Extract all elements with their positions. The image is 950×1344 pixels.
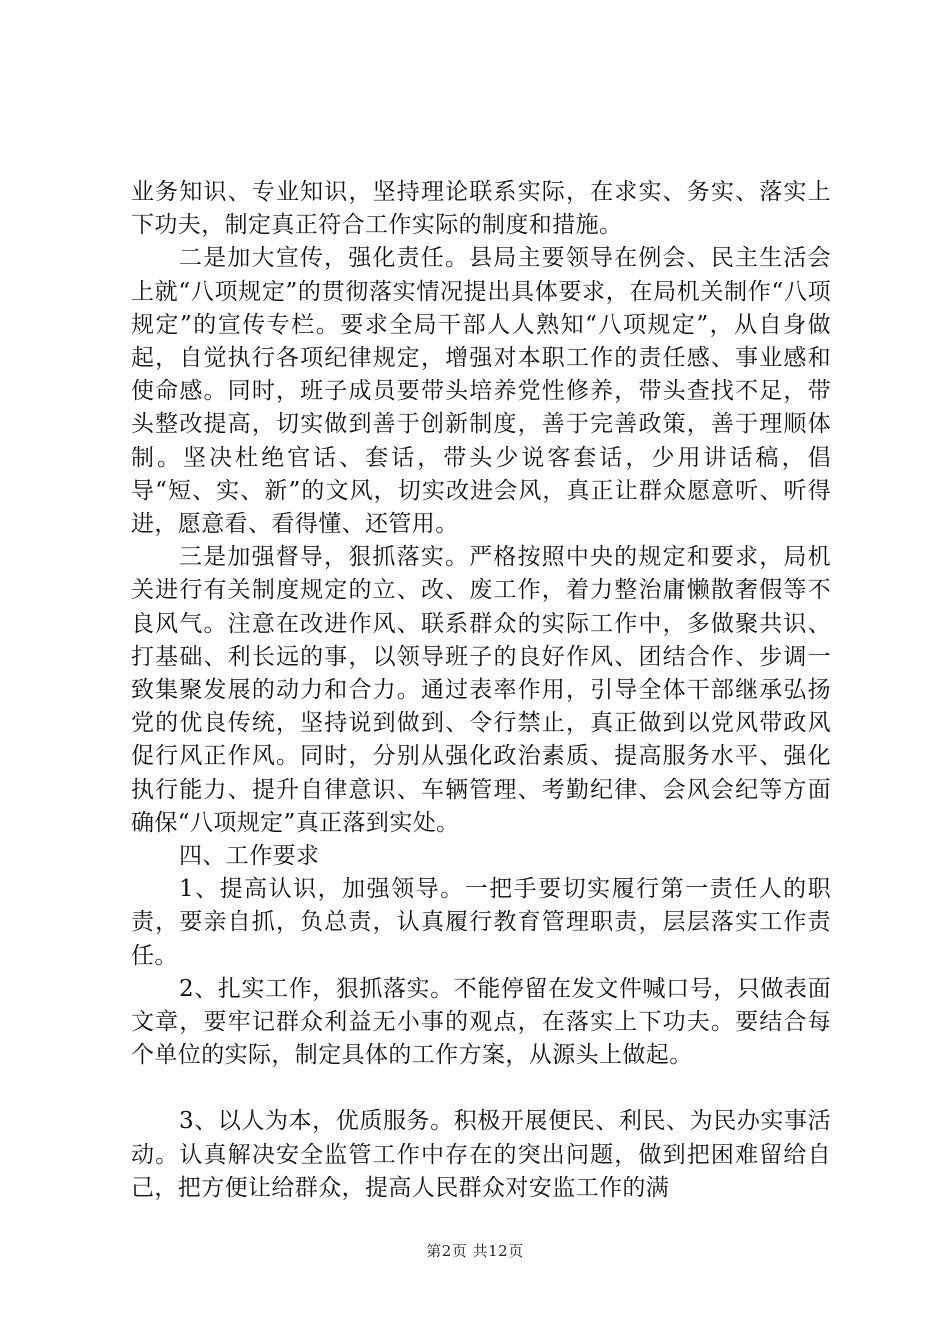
paragraph-requirement-3: 3、以人为本，优质服务。积极开展便民、利民、为民办实事活动。认真解决安全监管工作中存在的突出问题，做到把困难留给自己，把方便让给群众，提高人民群众对安监工作的满: [131, 1108, 831, 1201]
paragraph-publicity: 二是加大宣传，强化责任。县局主要领导在例会、民主生活会上就“八项规定”的贯彻落实情况提出具体要求，在局机关制作“八项规定”的宣传专栏。要求全局干部人人熟知“八项规定”，从自身做起，自觉执行各项纪律规定，增强对本职工作的责任感、事业感和使命感。同时，班子成员要带头培养党性修养，带头查找不足，带头整改提高，切实做到善于创新制度，善于完善政策，善于理顺体制。坚决杜绝官话、套话，带头少说客套话，少用讲话稿，倡导“短、实、新”的文风，切实改进会风，真正让群众愿意听、听得进，愿意看、看得懂、还管用。: [131, 245, 831, 538]
page-number-footer: 第2页 共12页: [426, 1242, 524, 1260]
paragraph-continuation: 业务知识、专业知识，坚持理论联系实际，在求实、务实、落实上下功夫，制定真正符合工作实际的制度和措施。: [131, 179, 831, 239]
section-heading-work-requirements: 四、工作要求: [179, 843, 320, 870]
paragraph-requirement-1: 1、提高认识，加强领导。一把手要切实履行第一责任人的职责，要亲自抓，负总责，认真履行教育管理职责，层层落实工作责任。: [131, 876, 831, 969]
paragraph-supervision: 三是加强督导，狠抓落实。严格按照中央的规定和要求，局机关进行有关制度规定的立、改、废工作，着力整治庸懒散奢假等不良风气。注意在改进作风、联系群众的实际工作中，多做聚共识、打基础、利长远的事，以领导班子的良好作风、团结合作、步调一致集聚发展的动力和合力。通过表率作用，引导全体干部继承弘扬党的优良传统，坚持说到做到、令行禁止，真正做到以党风带政风促行风正作风。同时，分别从强化政治素质、提高服务水平、强化执行能力、提升自律意识、车辆管理、考勤纪律、会风会纪等方面确保“八项规定”真正落到实处。: [131, 544, 831, 836]
document-body: [131, 176, 831, 1205]
paragraph-requirement-2: 2、扎实工作，狠抓落实。不能停留在发文件喊口号，只做表面文章，要牢记群众利益无小事的观点，在落实上下功夫。要结合每个单位的实际，制定具体的工作方案，从源头上做起。: [131, 975, 831, 1069]
